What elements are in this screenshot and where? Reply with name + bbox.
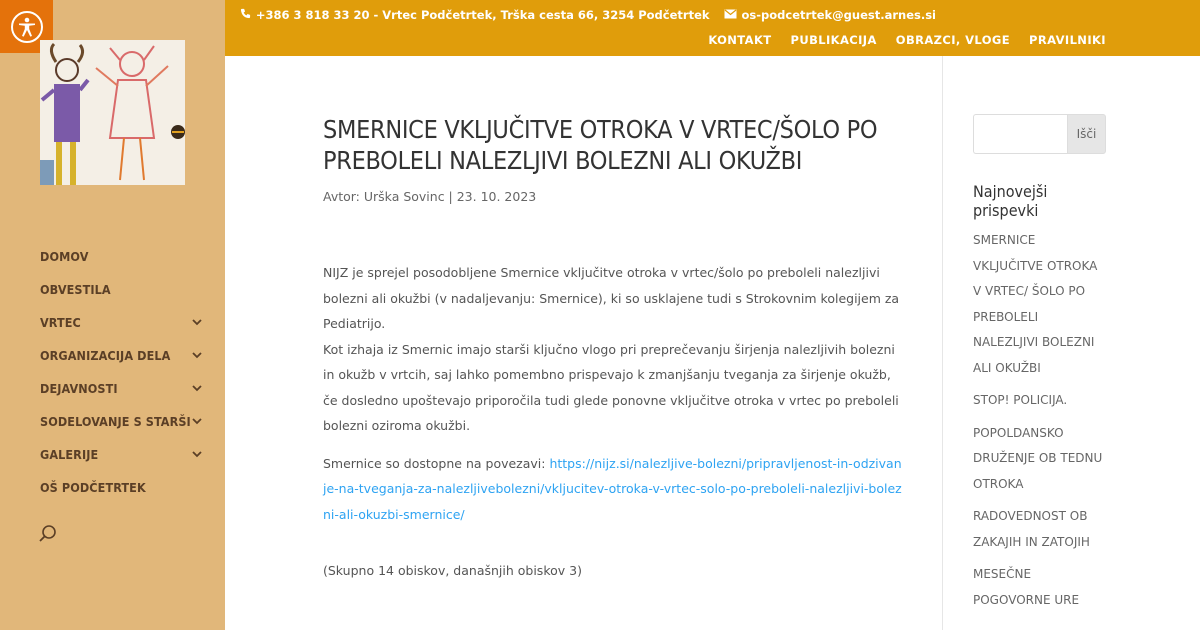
left-sidebar [0,0,225,630]
post-title: SMERNICE VKLJUČITVE OTROKA V VRTEC/ŠOLO PO PREBOLELI NALEZLJIVI BOLEZNI ALI OKUŽBI [323,115,878,175]
search-input[interactable] [973,114,1067,154]
phone-icon [240,8,251,22]
sidebar-item-domov[interactable] [40,240,210,273]
search-button[interactable]: Išči [1067,114,1106,154]
column-divider [942,56,943,630]
sidebar-item-label: SODELOVANJE S STARŠI [40,414,191,429]
search-icon[interactable] [38,524,62,548]
post-meta: Avtor: Urška Sovinc | 23. 10. 2023 [323,189,537,204]
topnav-publikacija[interactable]: PUBLIKACIJA [790,33,877,47]
sidebar-item-label: DOMOV [40,249,89,264]
guidelines-link[interactable]: https://nijz.si/nalezljive-bolezni/pripravljenost-in-odzivanje-na-tveganja-za-nalezljivebolezni/vkljucitev-otroka-v-vrtec-solo-po-preboleli-nalezljivi-bolezni-ali-okuzbi-smernice/ [323,455,902,522]
chevron-down-icon[interactable] [192,318,202,328]
sidebar-item-galerije[interactable] [40,438,210,471]
visit-counter: (Skupno 14 obiskov, današnjih obiskov 3) [323,563,582,578]
kindergarten-logo[interactable] [40,40,185,185]
topnav-obrazci-vloge[interactable]: OBRAZCI, VLOGE [895,33,1010,47]
recent-post-link[interactable]: RADOVEDNOST OB ZAKAJIH IN ZATOJIH [973,509,1090,549]
topnav-pravilniki[interactable]: PRAVILNIKI [1028,33,1106,47]
right-sidebar [973,114,1106,620]
phone-info [240,8,710,22]
post-paragraph-line: Kot izhaja iz Smernic imajo starši ključno vlogo pri preprečevanju širjenja nalezljivih bolezni in okužb v vrtcih, saj lahko pomembno prispevajo k zmanjšanju tveganja za širjenje okužb, če dosledno upoštevajo priporočila tudi glede ponovne vključitve otroka v vrtec po preboleli bolezni oziroma okužbi. [323,341,899,433]
email-info[interactable] [724,8,936,22]
chevron-down-icon[interactable] [192,417,202,427]
sidebar-item-label: GALERIJE [40,447,99,462]
sidebar-item-label: OBVESTILA [40,282,111,297]
topnav-kontakt[interactable]: KONTAKT [708,33,772,47]
recent-post-link[interactable]: STOP! POLICIJA. [973,393,1068,407]
post-paragraph-line: NIJZ je sprejel posodobljene Smernice vključitve otroka v vrtec/šolo po preboleli nalezljivi bolezni ali okužbi (v nadaljevanju: Smernice), ki so usklajene tudi s Strokovnim kolegijem za Pediatrijo. [323,265,900,331]
accessibility-icon [11,11,43,43]
post-content [323,114,903,578]
email-link[interactable]: os-podcetrtek@guest.arnes.si [741,8,936,22]
sidebar-item-obvestila[interactable] [40,273,210,306]
sidebar-item-os-podcetrtek[interactable] [40,471,210,504]
contact-info [240,8,936,22]
sidebar-item-label: DEJAVNOSTI [40,381,118,396]
top-navigation [708,33,1106,47]
chevron-down-icon[interactable] [192,351,202,361]
post-body [323,260,903,527]
sidebar-item-sodelovanje-s-starsi[interactable] [40,405,210,438]
recent-post-link[interactable]: POPOLDANSKO DRUŽENJE OB TEDNU OTROKA [973,425,1103,491]
sidebar-item-dejavnosti[interactable] [40,372,210,405]
recent-posts-list [973,228,1106,613]
sidebar-item-label: VRTEC [40,315,81,330]
post-paragraph [323,260,903,439]
post-paragraph [323,451,903,528]
phone-text: +386 3 818 33 20 - Vrtec Podčetrtek, Trška cesta 66, 3254 Podčetrtek [255,8,710,22]
link-prefix: Smernice so dostopne na povezavi: [323,455,550,471]
recent-posts-title: Najnovejši prispevki [973,182,1048,220]
recent-post-link[interactable]: MESEČNE POGOVORNE URE [973,567,1080,607]
search-form [973,114,1106,154]
sidebar-item-label: ORGANIZACIJA DELA [40,348,171,363]
chevron-down-icon[interactable] [192,450,202,460]
top-bar [225,0,1200,56]
sidebar-menu [40,240,210,504]
sidebar-item-organizacija-dela[interactable] [40,339,210,372]
sidebar-item-vrtec[interactable] [40,306,210,339]
mail-icon [724,8,737,22]
chevron-down-icon[interactable] [192,384,202,394]
sidebar-item-label: OŠ PODČETRTEK [40,480,146,495]
recent-post-link[interactable]: SMERNICE VKLJUČITVE OTROKA V VRTEC/ ŠOLO PO PREBOLELI NALEZLJIVI BOLEZNI ALI OKUŽBI [973,233,1098,375]
